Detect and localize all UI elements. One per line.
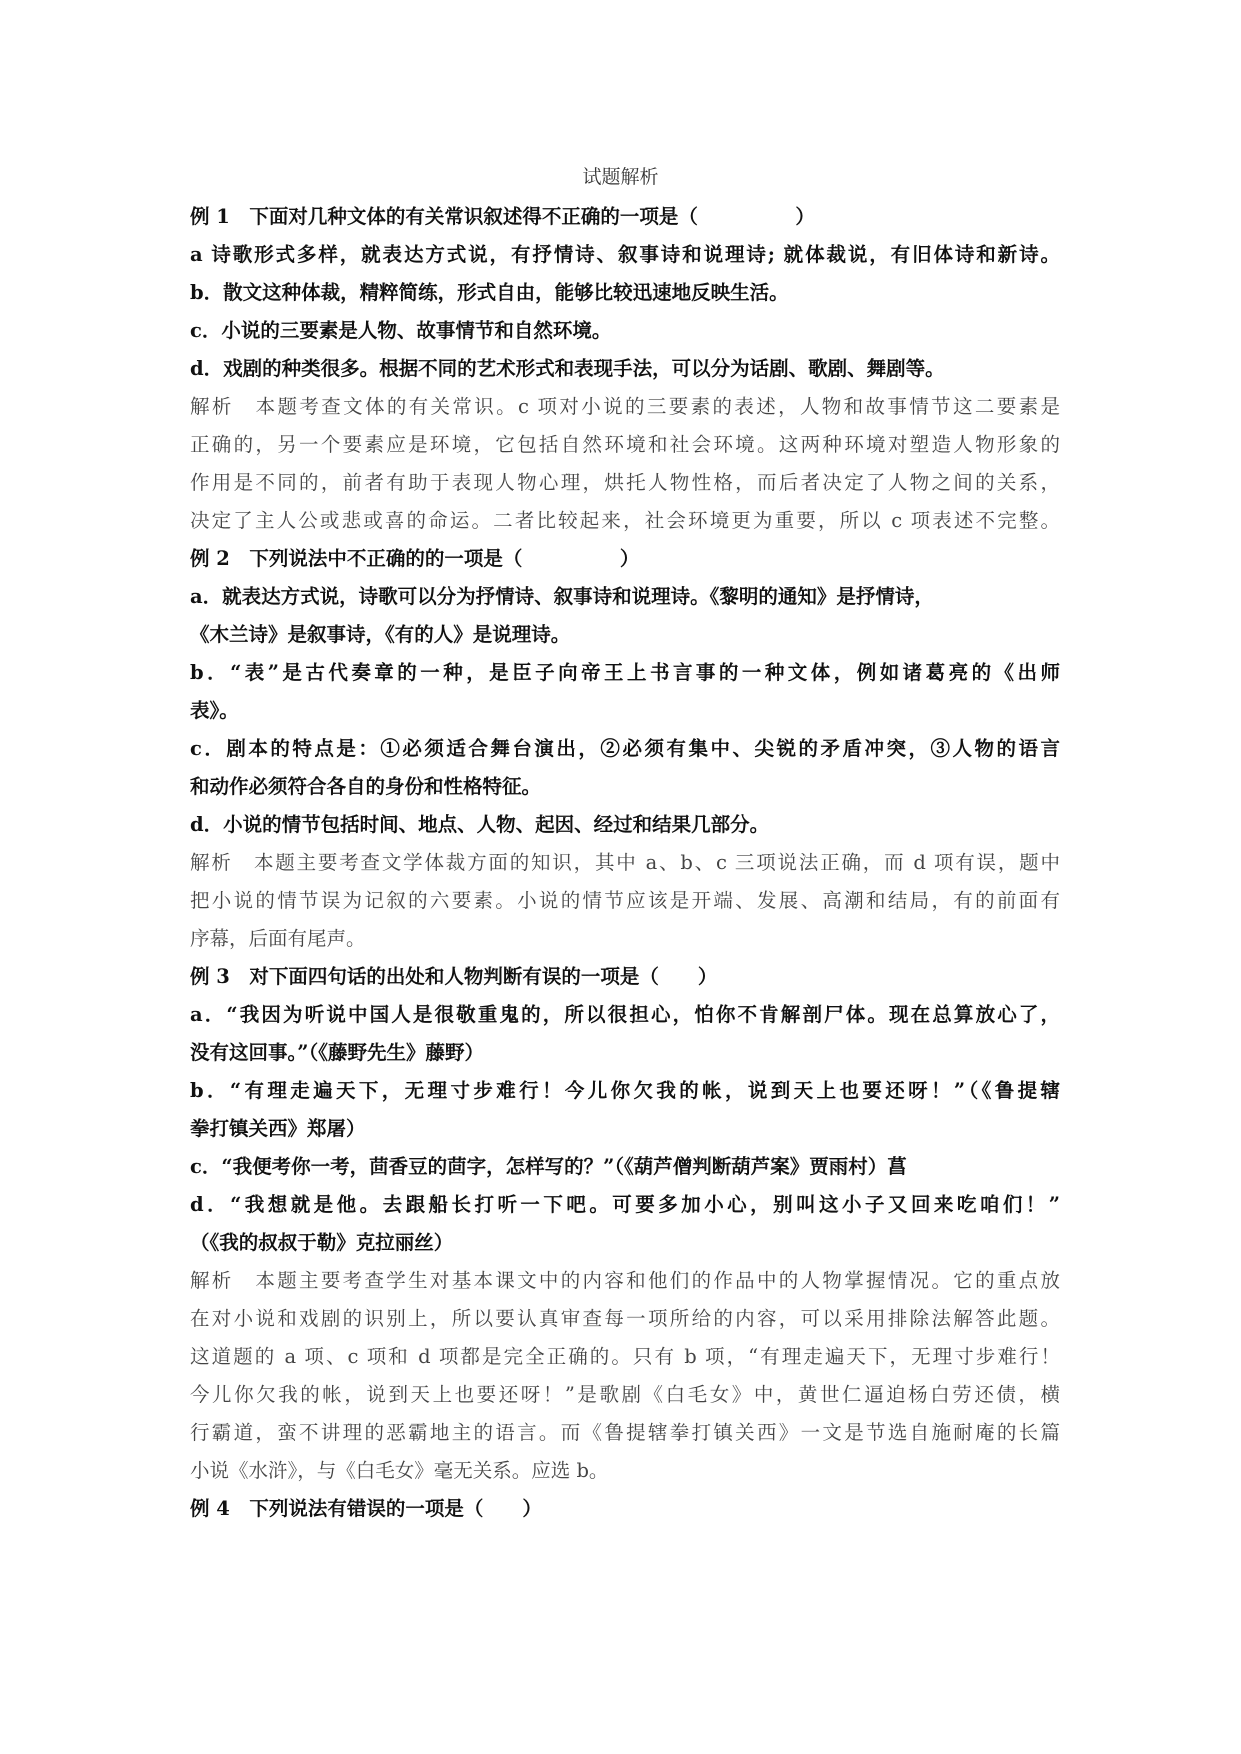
answer-option-line: a 诗歌形式多样，就表达方式说，有抒情诗、叙事诗和说理诗; 就体裁说，有旧体诗和新诗。 (190, 243, 1060, 266)
answer-option-line: c．剧本的特点是：①必须适合舞台演出，②必须有集中、尖锐的矛盾冲突，③人物的语言 (190, 737, 1060, 760)
question-heading: 例 1 下面对几种文体的有关常识叙述得不正确的一项是（ ） (190, 205, 815, 228)
answer-option-line: c．小说的三要素是人物、故事情节和自然环境。 (190, 319, 612, 342)
answer-option-line: 表》。 (190, 699, 239, 722)
answer-option-line: 拳打镇关西》郑屠） (190, 1117, 366, 1140)
analysis-line: 今儿你欠我的帐，说到天上也要还呀！”是歌剧《白毛女》中，黄世仁逼迫杨白劳还债，横 (190, 1383, 1060, 1406)
answer-option-line: （《我的叔叔于勒》克拉丽丝） (190, 1231, 454, 1254)
answer-option-line: c．“我便考你一考，茴香豆的茴字，怎样写的？”（《葫芦僧判断葫芦案》贾雨村）菖 (190, 1155, 907, 1178)
answer-option-line: 和动作必须符合各自的身份和性格特征。 (190, 775, 542, 798)
answer-option-line: b．散文这种体裁，精粹简练，形式自由，能够比较迅速地反映生活。 (190, 281, 789, 304)
answer-option-line: d．小说的情节包括时间、地点、人物、起因、经过和结果几部分。 (190, 813, 770, 836)
question-heading: 例 4 下列说法有错误的一项是（ ） (190, 1497, 542, 1520)
analysis-line: 正确的，另一个要素应是环境，它包括自然环境和社会环境。这两种环境对塑造人物形象的 (190, 433, 1060, 456)
document-title: 试题解析 (582, 166, 659, 188)
answer-option-line: 没有这回事。”（《藤野先生》藤野） (190, 1041, 484, 1064)
answer-option-line: d．戏剧的种类很多。根据不同的艺术形式和表现手法，可以分为话剧、歌剧、舞剧等。 (190, 357, 945, 380)
answer-option-line: b．“有理走遍天下，无理寸步难行！今儿你欠我的帐，说到天上也要还呀！”（《鲁提辖 (190, 1079, 1060, 1102)
analysis-line: 这道题的 a 项、c 项和 d 项都是完全正确的。只有 b 项，“有理走遍天下，无理寸步难行！ (190, 1345, 1060, 1368)
analysis-line: 解析 本题主要考查学生对基本课文中的内容和他们的作品中的人物掌握情况。它的重点放 (190, 1269, 1060, 1292)
answer-option-line: 《木兰诗》是叙事诗，《有的人》是说理诗。 (190, 623, 571, 646)
answer-option-line: a．就表达方式说，诗歌可以分为抒情诗、叙事诗和说理诗。《黎明的通知》是抒情诗， (190, 585, 934, 608)
question-heading: 例 2 下列说法中不正确的的一项是（ ） (190, 547, 640, 570)
analysis-line: 解析 本题主要考查文学体裁方面的知识，其中 a、b、c 三项说法正确，而 d 项有误，题中 (190, 851, 1060, 874)
analysis-line: 决定了主人公或悲或喜的命运。二者比较起来，社会环境更为重要，所以 c 项表述不完整。 (190, 509, 1060, 532)
analysis-line: 序幕，后面有尾声。 (190, 927, 366, 950)
analysis-line: 在对小说和戏剧的识别上，所以要认真审查每一项所给的内容，可以采用排除法解答此题。 (190, 1307, 1060, 1330)
answer-option-line: b．“表”是古代奏章的一种，是臣子向帝王上书言事的一种文体，例如诸葛亮的《出师 (190, 661, 1060, 684)
answer-option-line: d．“我想就是他。去跟船长打听一下吧。可要多加小心，别叫这小子又回来吃咱们！” (190, 1193, 1060, 1216)
answer-option-line: a．“我因为听说中国人是很敬重鬼的，所以很担心，怕你不肯解剖尸体。现在总算放心了， (190, 1003, 1060, 1026)
analysis-line: 作用是不同的，前者有助于表现人物心理，烘托人物性格，而后者决定了人物之间的关系， (190, 471, 1060, 494)
analysis-line: 把小说的情节误为记叙的六要素。小说的情节应该是开端、发展、高潮和结局，有的前面有 (190, 889, 1060, 912)
document-body (190, 198, 1060, 1528)
question-heading: 例 3 对下面四句话的出处和人物判断有误的一项是（ ） (190, 965, 718, 988)
analysis-line: 小说《水浒》，与《白毛女》毫无关系。应选 b。 (190, 1459, 609, 1482)
analysis-line: 行霸道，蛮不讲理的恶霸地主的语言。而《鲁提辖拳打镇关西》一文是节选自施耐庵的长篇 (190, 1421, 1060, 1444)
analysis-line: 解析 本题考查文体的有关常识。c 项对小说的三要素的表述，人物和故事情节这二要素是 (190, 395, 1060, 418)
